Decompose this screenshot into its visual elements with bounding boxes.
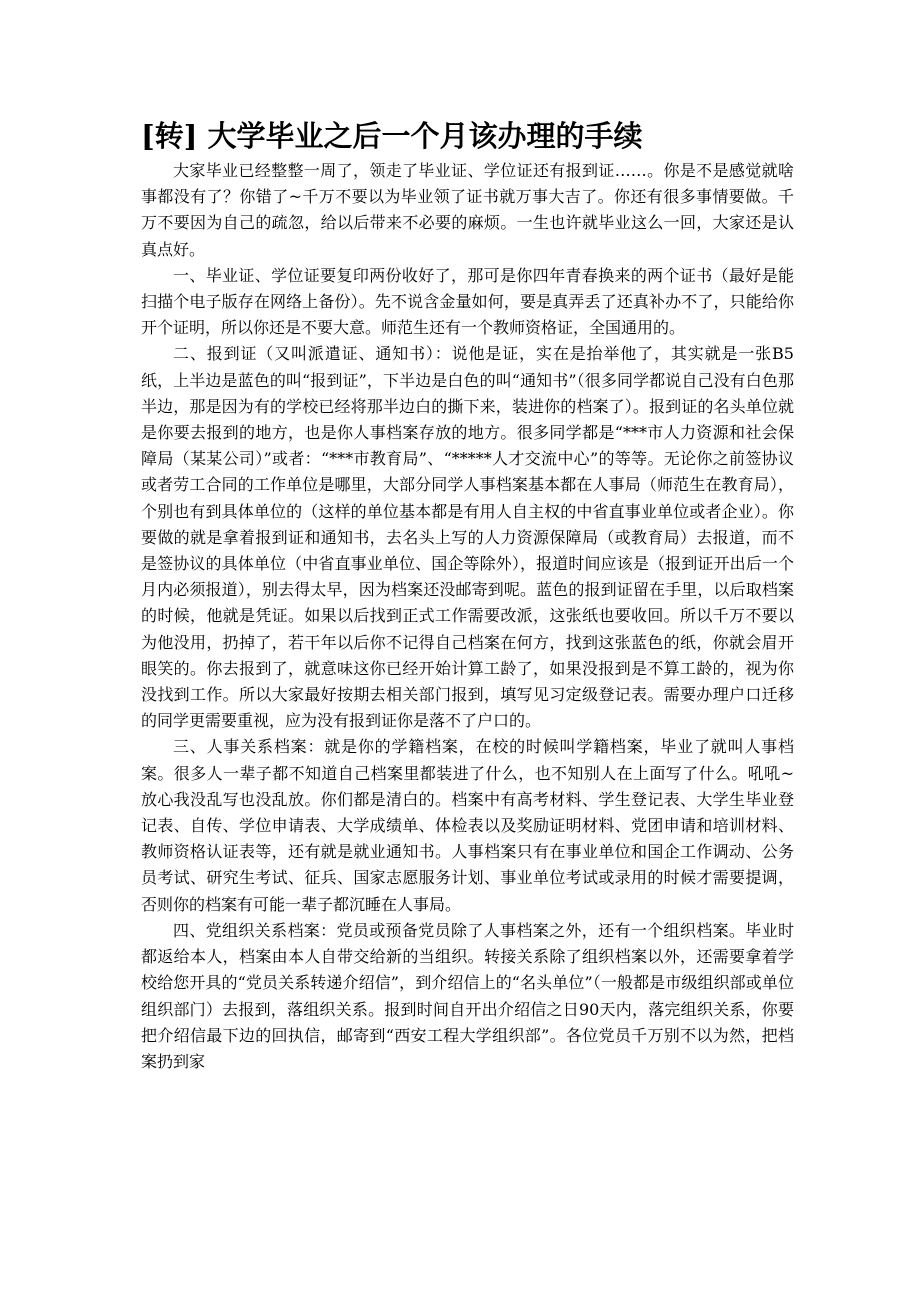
- intro-paragraph: 大家毕业已经整整一周了，领走了毕业证、学位证还有报到证……。你是不是感觉就啥事都没有了？你错了~千万不要以为毕业领了证书就万事大吉了。你还有很多事情要做。千万不要因为自己的疏忽，给以后带来不必要的麻烦。一生也许就毕业这么一回，大家还是认真点好。: [141, 161, 794, 259]
- paragraph-party-archive: 四、党组织关系档案：党员或预备党员除了人事档案之外，还有一个组织档案。毕业时都返给本人，档案由本人自带交给新的当组织。转接关系除了组织档案以外，还需要拿着学校给您开具的“党员关系转递介绍信”，到介绍信上的“名头单位”（一般都是市级组织部或单位组织部门）去报到，落组织关系。报到时间自开出介绍信之日90天内，落完组织关系，你要把介绍信最下边的回执信，邮寄到“西安工程大学组织部”。各位党员千万别不以为然，把档案扔到家: [141, 920, 794, 1071]
- article-title: [转] 大学毕业之后一个月该办理的手续: [141, 119, 643, 153]
- paragraph-report-certificate: 二、报到证（又叫派遣证、通知书）：说他是证，实在是抬举他了，其实就是一张B5纸，上半边是蓝色的叫“报到证”，下半边是白色的叫“通知书”（很多同学都说自己没有白色那半边，那是因为有的学校已经将那半边白的撕下来，装进你的档案了）。报到证的名头单位就是你要去报到的地方，也是你人事档案存放的地方。很多同学都是“***市人力资源和社会保障局（某某公司）”或者：“***市教育局”、“*****人才交流中心”的等等。无论你之前签协议或者劳工合同的工作单位是哪里，大部分同学人事档案基本都在人事局（师范生在教育局），个别也有到具体单位的（这样的单位基本都是有用人自主权的中省直事业单位或者企业）。你要做的就是拿着报到证和通知书，去名头上写的人力资源保障局（或教育局）去报道，而不是签协议的具体单位（中省直事业单位、国企等除外），报道时间应该是（报到证开出后一个月内必须报道），别去得太早，因为档案还没邮寄到呢。蓝色的报到证留在手里，以后取档案的时候，他就是凭证。如果以后找到正式工作需要改派，这张纸也要收回。所以千万不要以为他没用，扔掉了，若干年以后你不记得自己档案在何方，找到这张蓝色的纸，你就会眉开眼笑的。你去报到了，就意味这你已经开始计算工龄了，如果没报到是不算工龄的，视为你没找到工作。所以大家最好按期去相关部门报到，填写见习定级登记表。需要办理户口迁移的同学更需要重视，应为没有报到证你是落不了户口的。: [141, 344, 794, 731]
- paragraph-personnel-archive: 三、人事关系档案：就是你的学籍档案，在校的时候叫学籍档案，毕业了就叫人事档案。很多人一辈子都不知道自己档案里都装进了什么，也不知别人在上面写了什么。吼吼~放心我没乱写也没乱放。你们都是清白的。档案中有高考材料、学生登记表、大学生毕业登记表、自传、学位申请表、大学成绩单、体检表以及奖励证明材料、党团申请和培训材料、教师资格认证表等，还有就是就业通知书。人事档案只有在事业单位和国企工作调动、公务员考试、研究生考试、征兵、国家志愿服务计划、事业单位考试或录用的时候才需要提调，否则你的档案有可能一辈子都沉睡在人事局。: [141, 737, 794, 914]
- paragraph-diploma-certificates: 一、毕业证、学位证要复印两份收好了，那可是你四年青春换来的两个证书（最好是能扫描个电子版存在网络上备份）。先不说含金量如何，要是真弄丢了还真补办不了，只能给你开个证明，所以你还是不要大意。师范生还有一个教师资格证，全国通用的。: [141, 265, 794, 338]
- article-body: [141, 158, 794, 1075]
